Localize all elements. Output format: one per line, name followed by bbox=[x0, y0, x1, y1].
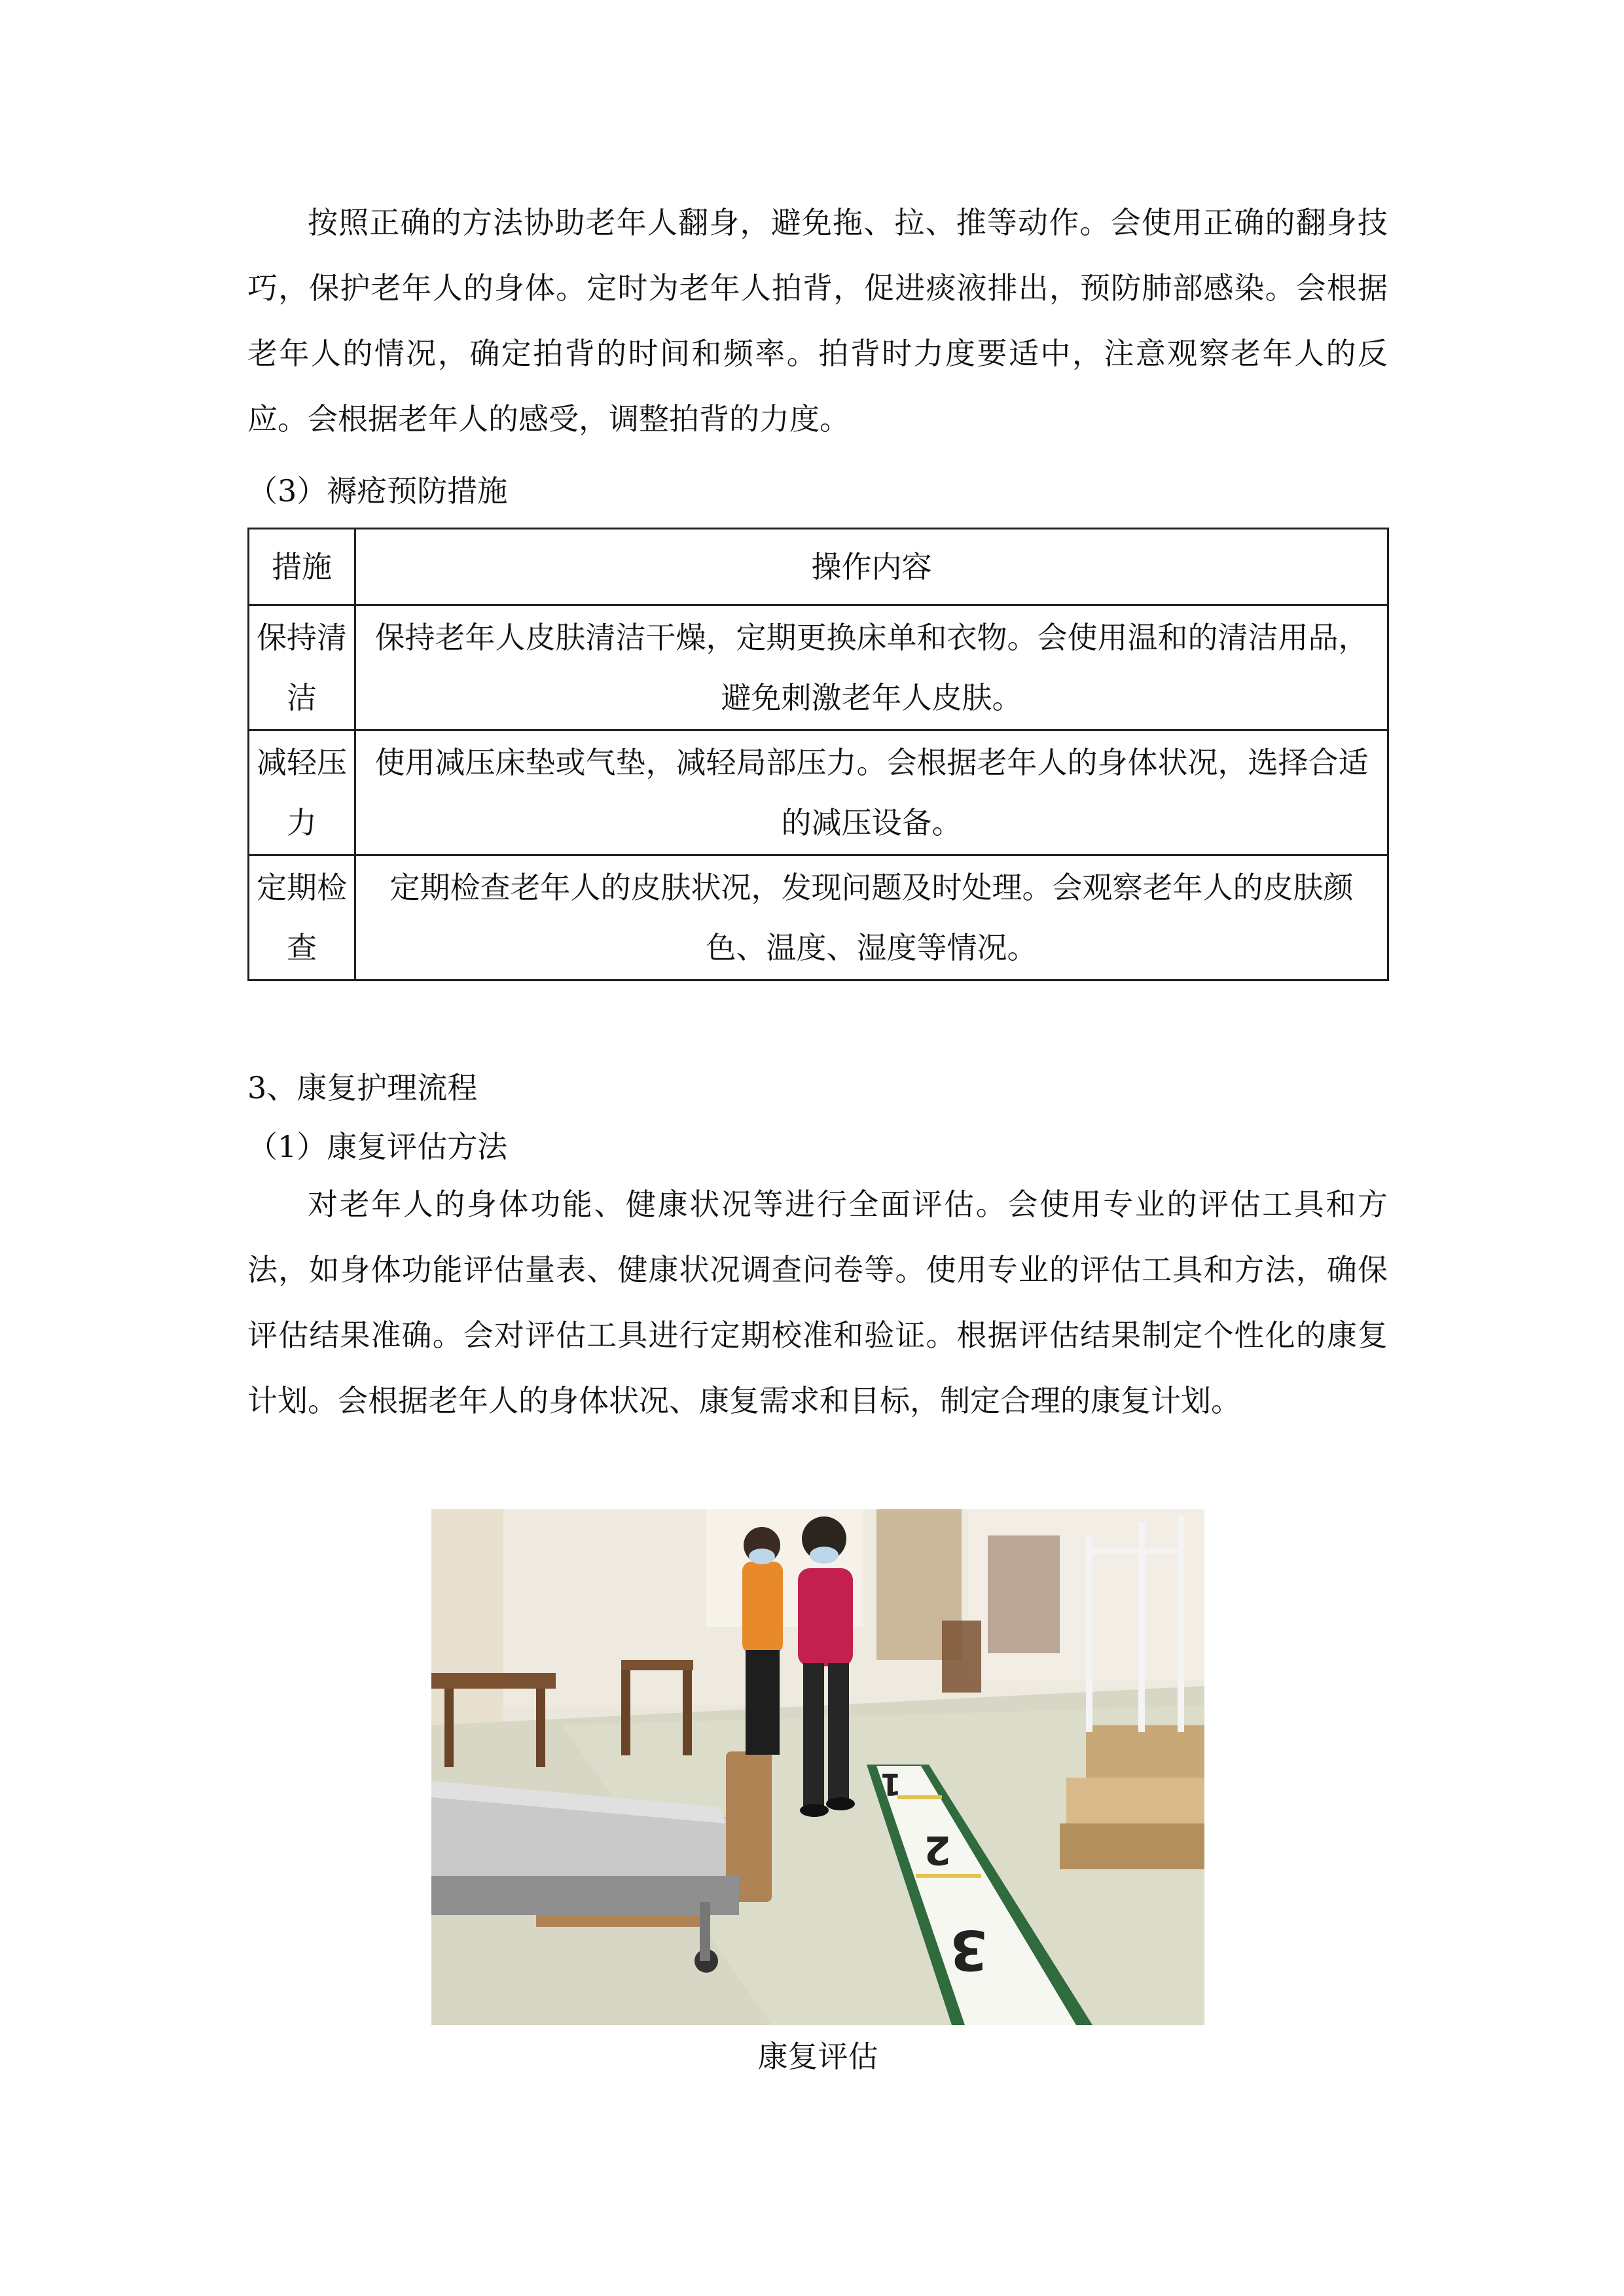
table-cell-content: 使用减压床垫或气垫，减轻局部压力。会根据老年人的身体状况，选择合适的减压设备。 bbox=[355, 730, 1388, 855]
table-cell-measure: 保持清洁 bbox=[249, 605, 355, 730]
figure-caption: 康复评估 bbox=[757, 2039, 878, 2074]
section-heading-pressure-sore: （3）褥疮预防措施 bbox=[247, 473, 508, 509]
floor-number-2: 2 bbox=[924, 1827, 951, 1873]
table-cell-content: 定期检查老年人的皮肤状况，发现问题及时处理。会观察老年人的皮肤颜色、温度、湿度等情况。 bbox=[355, 855, 1388, 980]
table-row bbox=[249, 605, 1388, 730]
floor-number-3: 3 bbox=[949, 1918, 988, 1982]
table-header-content: 操作内容 bbox=[355, 529, 1388, 605]
subsection-heading-rehab-assessment: （1）康复评估方法 bbox=[247, 1129, 508, 1164]
table-cell-measure: 定期检查 bbox=[249, 855, 355, 980]
floor-number-1: 1 bbox=[880, 1767, 901, 1802]
paragraph-turning-care: 按照正确的方法协助老年人翻身，避免拖、拉、推等动作。会使用正确的翻身技巧，保护老年人的身体。定时为老年人拍背，促进痰液排出，预防肺部感染。会根据老年人的情况，确定拍背的时间和频率。拍背时力度要适中，注意观察老年人的反应。会根据老年人的感受，调整拍背的力度。 bbox=[247, 205, 1388, 437]
paragraph-rehab-assessment: 对老年人的身体功能、健康状况等进行全面评估。会使用专业的评估工具和方法，如身体功能评估量表、健康状况调查问卷等。使用专业的评估工具和方法，确保评估结果准确。会对评估工具进行定期校准和验证。根据评估结果制定个性化的康复计划。会根据老年人的身体状况、康复需求和目标，制定合理的康复计划。 bbox=[247, 1187, 1388, 1418]
table-row bbox=[249, 730, 1388, 855]
table-row bbox=[249, 855, 1388, 980]
table-header-measure: 措施 bbox=[249, 529, 355, 605]
section-heading-rehab-process: 3、康复护理流程 bbox=[247, 1070, 478, 1105]
table-header-row bbox=[249, 529, 1388, 605]
table-cell-measure: 减轻压力 bbox=[249, 730, 355, 855]
pressure-sore-table bbox=[247, 528, 1389, 981]
rehab-assessment-photo bbox=[431, 1509, 1204, 2025]
table-cell-content: 保持老年人皮肤清洁干燥，定期更换床单和衣物。会使用温和的清洁用品，避免刺激老年人皮肤。 bbox=[355, 605, 1388, 730]
